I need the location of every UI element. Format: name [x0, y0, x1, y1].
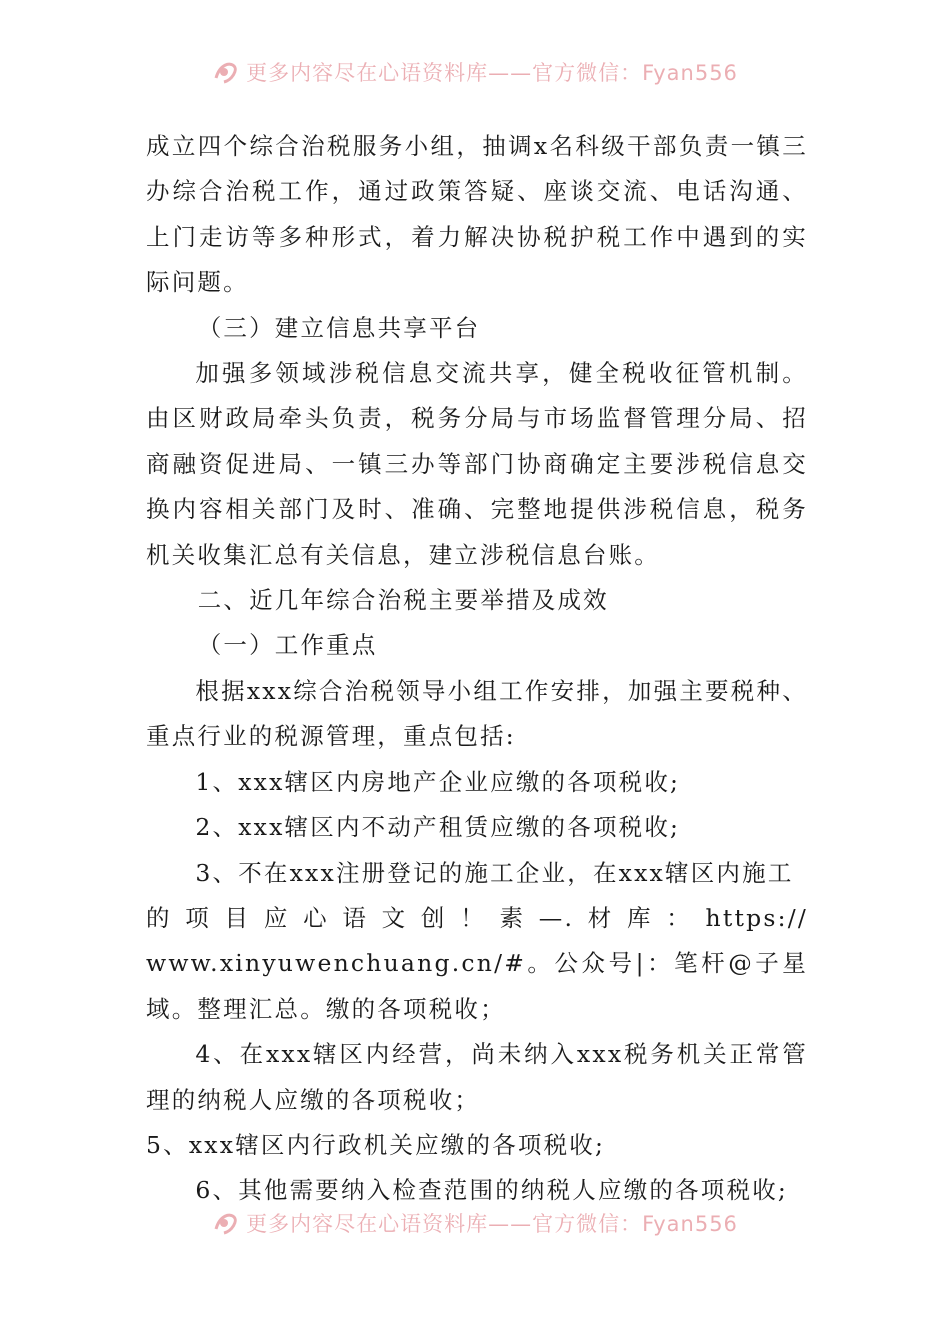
- list-item-6: 6、其他需要纳入检查范围的纳税人应缴的各项税收;: [195, 1176, 789, 1205]
- list-item-3-line2: 的项目应心语文创！素—.材库：https://: [146, 903, 808, 932]
- list-item-3-line1: 3、不在xxx注册登记的施工企业，在xxx辖区内施工: [195, 858, 794, 887]
- header-watermark: [0, 54, 950, 90]
- paragraph-info-sharing: 加强多领域涉税信息交流共享，健全税收征管机制。由区财政局牵头负责，税务分局与市场监督管理分局、招商融资促进局、一镇三办等部门协商确定主要涉税信息交换内容相关部门及时、准确、完整地提供涉税信息，税务机关收集汇总有关信息，建立涉税信息台账。: [146, 359, 808, 569]
- list-item-2: 2、xxx辖区内不动产租赁应缴的各项税收;: [195, 813, 681, 842]
- footer-watermark: [0, 1205, 950, 1241]
- watermark-logo-icon: [212, 1209, 240, 1237]
- heading-work-focus: （一）工作重点: [197, 631, 378, 660]
- list-item-3-rest: www.xinyuwenchuang.cn/#。公众号|：笔杆@子星域。整理汇总。缴的各项税收；: [146, 949, 808, 1023]
- list-item-4: 4、在xxx辖区内经营，尚未纳入xxx税务机关正常管理的纳税人应缴的各项税收；: [146, 1040, 808, 1114]
- heading-measures: 二、近几年综合治税主要举措及成效: [197, 586, 609, 615]
- watermark-text: 更多内容尽在心语资料库——官方微信：Fyan556: [246, 1212, 738, 1236]
- list-item-5: 5、xxx辖区内行政机关应缴的各项税收;: [146, 1130, 606, 1159]
- document-body: [146, 124, 808, 1214]
- watermark-logo-icon: [212, 58, 240, 86]
- list-item-1: 1、xxx辖区内房地产企业应缴的各项税收;: [195, 767, 681, 796]
- heading-info-platform: （三）建立信息共享平台: [197, 313, 481, 342]
- watermark-text: 更多内容尽在心语资料库——官方微信：Fyan556: [246, 61, 738, 85]
- paragraph-service-groups: 成立四个综合治税服务小组，抽调x名科级干部负责一镇三办综合治税工作，通过政策答疑、座谈交流、电话沟通、上门走访等多种形式，着力解决协税护税工作中遇到的实际问题。: [146, 132, 808, 297]
- paragraph-work-arrangement: 根据xxx综合治税领导小组工作安排，加强主要税种、重点行业的税源管理，重点包括:: [146, 676, 808, 751]
